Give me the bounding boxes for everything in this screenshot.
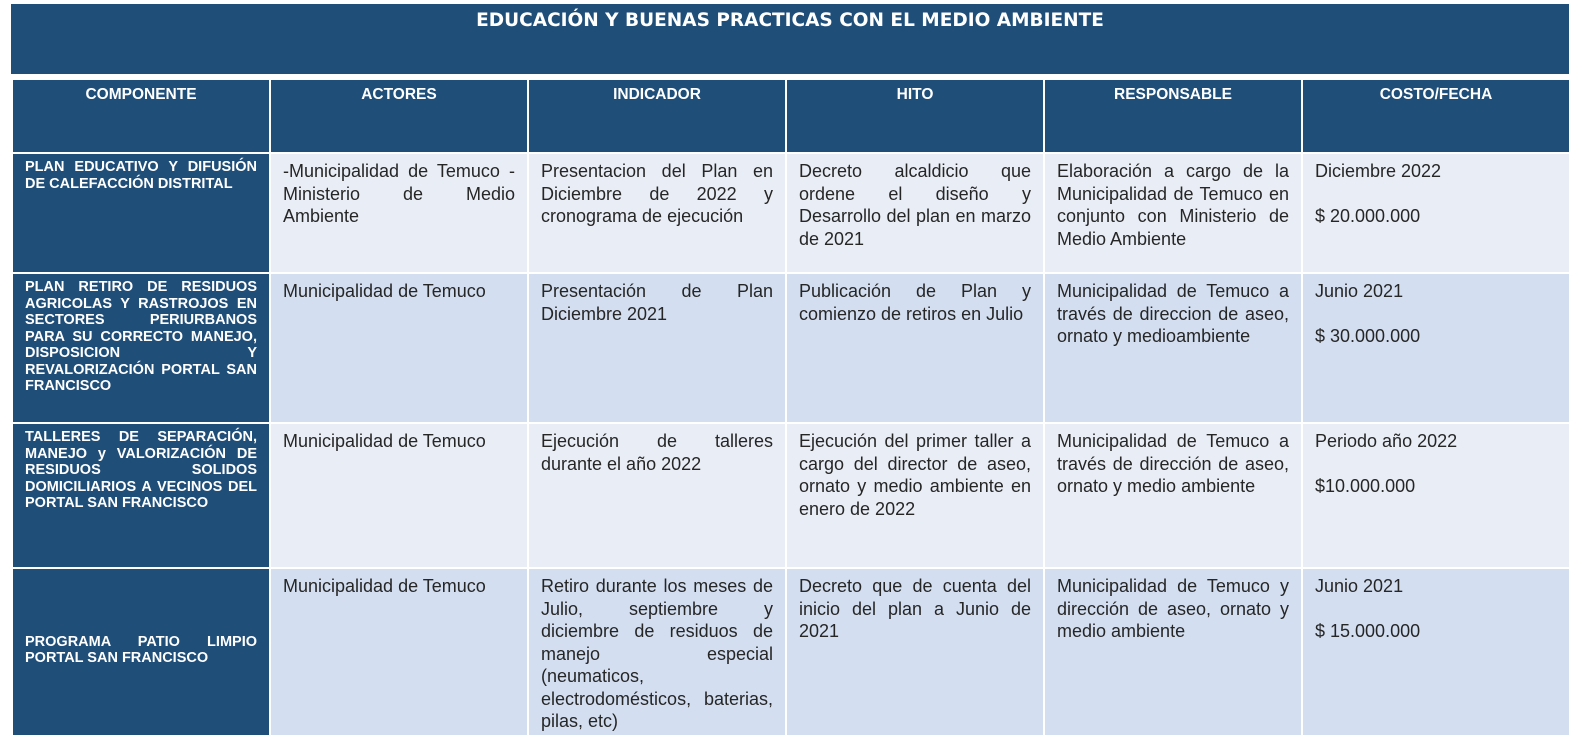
header-costo-fecha: COSTO/FECHA (1302, 79, 1570, 153)
table-row (12, 153, 1570, 273)
header-responsable: RESPONSABLE (1044, 79, 1302, 153)
fecha-text: Junio 2021 (1315, 576, 1404, 596)
cell-costo-fecha (1302, 423, 1570, 568)
cell-actores: Municipalidad de Temuco (270, 423, 528, 568)
costo-text: $ 15.000.000 (1315, 620, 1421, 641)
document-title: EDUCACIÓN Y BUENAS PRACTICAS CON EL MEDIO AMBIENTE (11, 4, 1569, 74)
cell-costo-fecha (1302, 153, 1570, 273)
header-indicador: INDICADOR (528, 79, 786, 153)
cell-indicador: Ejecución de talleres durante el año 2022 (528, 423, 786, 568)
costo-text: $ 30.000.000 (1315, 325, 1421, 346)
table-row (12, 423, 1570, 568)
table-row (12, 568, 1570, 736)
costo-text: $ 20.000.000 (1315, 205, 1421, 226)
cell-indicador: Retiro durante los meses de Julio, septiembre y diciembre de residuos de manejo especial (neumaticos, electrodomésticos, baterias, pilas, etc) (528, 568, 786, 736)
cell-costo-fecha (1302, 273, 1570, 423)
fecha-text: Diciembre 2022 (1315, 161, 1442, 181)
table-header-row (12, 79, 1570, 153)
cell-componente: PROGRAMA PATIO LIMPIO PORTAL SAN FRANCISCO (12, 568, 270, 736)
cell-hito: Publicación de Plan y comienzo de retiros en Julio (786, 273, 1044, 423)
fecha-text: Periodo año 2022 (1315, 431, 1458, 451)
cell-responsable: Municipalidad de Temuco a través de dirección de aseo, ornato y medio ambiente (1044, 423, 1302, 568)
cell-costo-fecha (1302, 568, 1570, 736)
cell-actores: Municipalidad de Temuco (270, 568, 528, 736)
cell-componente: PLAN EDUCATIVO Y DIFUSIÓN DE CALEFACCIÓN DISTRITAL (12, 153, 270, 273)
action-plan-table (11, 78, 1571, 737)
cell-actores: -Municipalidad de Temuco -Ministerio de Medio Ambiente (270, 153, 528, 273)
cell-indicador: Presentación de Plan Diciembre 2021 (528, 273, 786, 423)
cell-hito: Decreto alcaldicio que ordene el diseño y Desarrollo del plan en marzo de 2021 (786, 153, 1044, 273)
cell-componente: PLAN RETIRO DE RESIDUOS AGRICOLAS Y RASTROJOS EN SECTORES PERIURBANOS PARA SU CORRECTO MANEJO, DISPOSICION Y REVALORIZACIÓN PORTAL SAN FRANCISCO (12, 273, 270, 423)
document-frame (11, 4, 1569, 740)
header-hito: HITO (786, 79, 1044, 153)
fecha-text: Junio 2021 (1315, 281, 1404, 301)
cell-responsable: Municipalidad de Temuco a través de direccion de aseo, ornato y medioambiente (1044, 273, 1302, 423)
cell-responsable: Elaboración a cargo de la Municipalidad de Temuco en conjunto con Ministerio de Medio Ambiente (1044, 153, 1302, 273)
cell-hito: Ejecución del primer taller a cargo del director de aseo, ornato y medio ambiente en enero de 2022 (786, 423, 1044, 568)
cell-responsable: Municipalidad de Temuco y dirección de aseo, ornato y medio ambiente (1044, 568, 1302, 736)
cell-indicador: Presentacion del Plan en Diciembre de 2022 y cronograma de ejecución (528, 153, 786, 273)
cell-componente: TALLERES DE SEPARACIÓN, MANEJO y VALORIZACIÓN DE RESIDUOS SOLIDOS DOMICILIARIOS A VECINOS DEL PORTAL SAN FRANCISCO (12, 423, 270, 568)
cell-actores: Municipalidad de Temuco (270, 273, 528, 423)
header-actores: ACTORES (270, 79, 528, 153)
header-componente: COMPONENTE (12, 79, 270, 153)
costo-text: $10.000.000 (1315, 475, 1416, 496)
table-row (12, 273, 1570, 423)
cell-hito: Decreto que de cuenta del inicio del plan a Junio de 2021 (786, 568, 1044, 736)
